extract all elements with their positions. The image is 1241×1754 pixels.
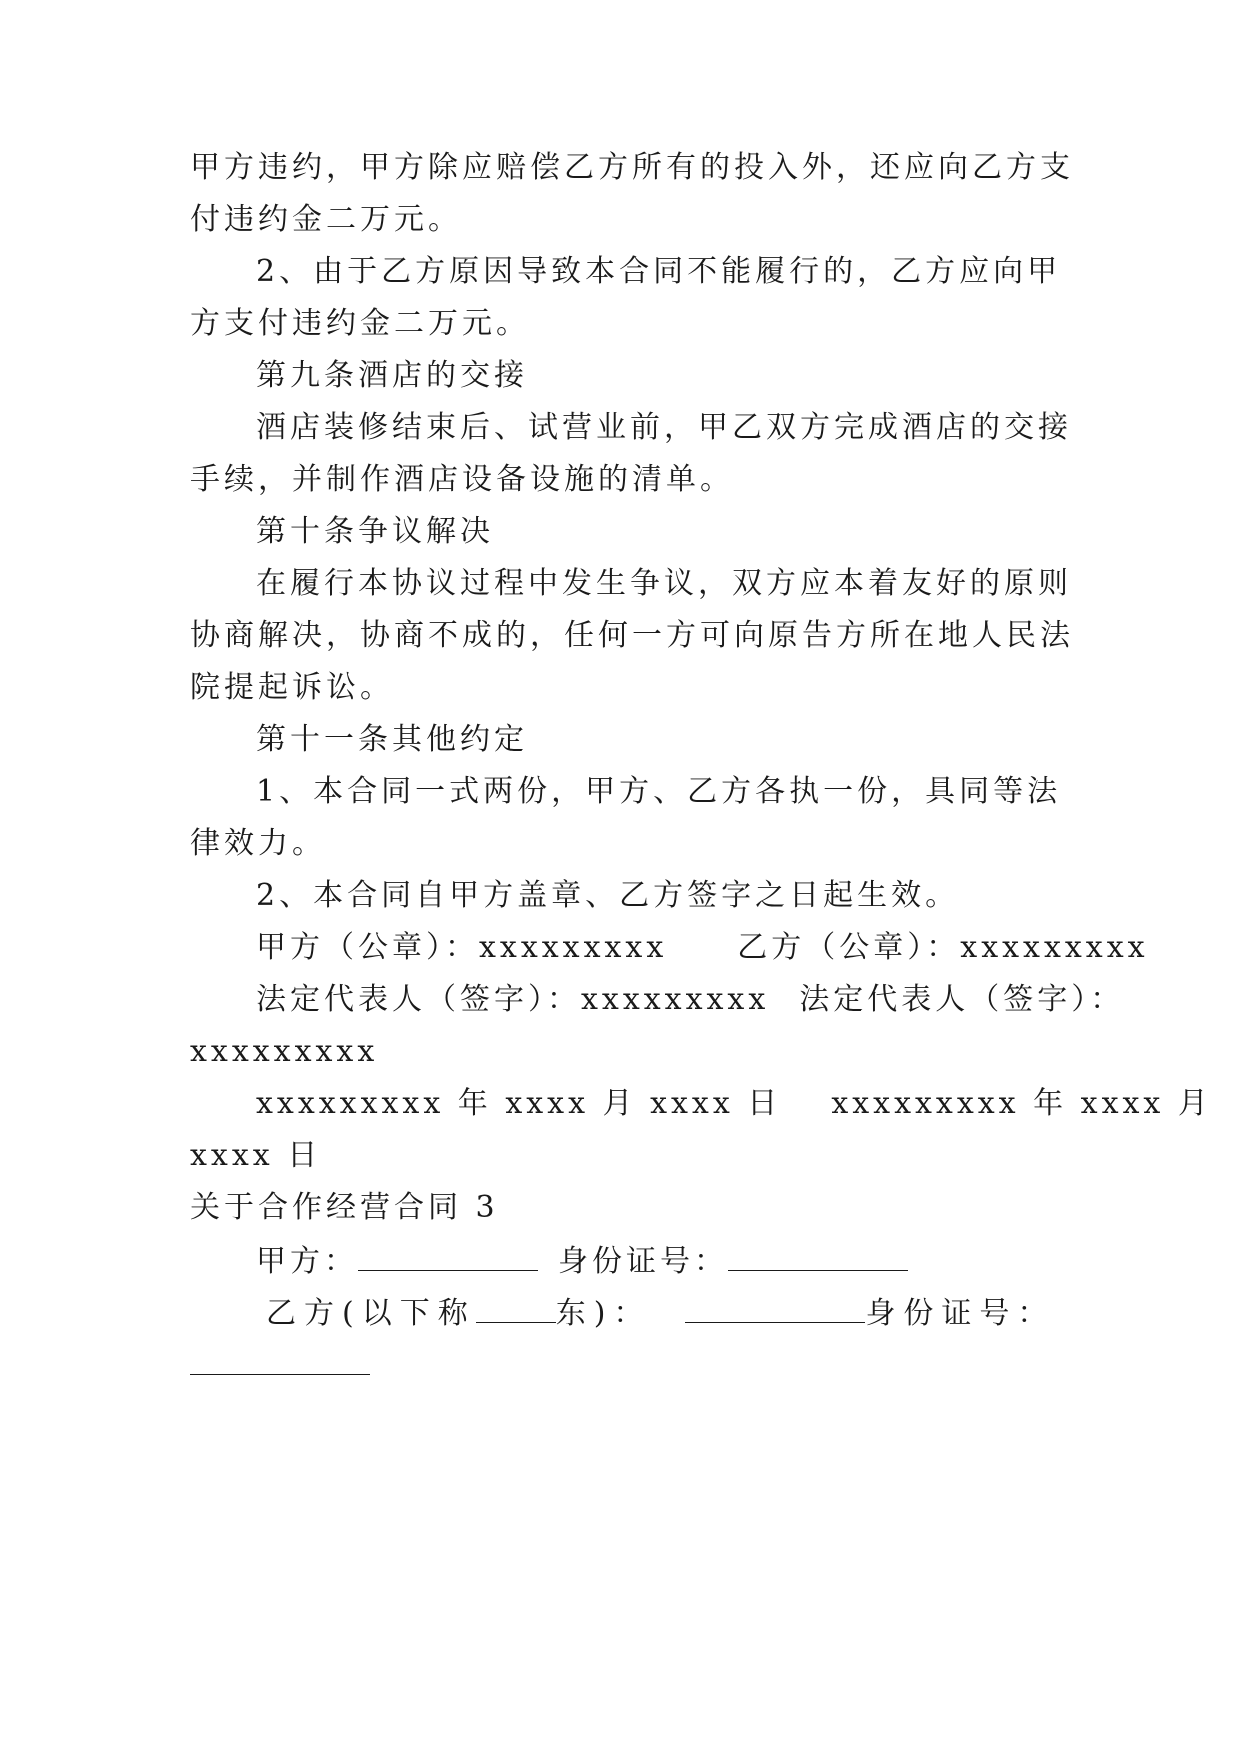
id-number-label-2: 身份证号：	[865, 1296, 1056, 1331]
paragraph-line: 协商解决，协商不成的，任何一方可向原告方所在地人民法	[190, 618, 1074, 653]
paragraph-line: 手续，并制作酒店设备设施的清单。	[190, 462, 734, 497]
party-b-date: xxxxxxxxx 年 xxxx 月	[831, 1086, 1212, 1121]
party-a-name-blank	[358, 1240, 538, 1271]
party-a-label: 甲方：	[256, 1244, 358, 1279]
party-b-seal: 乙方（公章）：xxxxxxxxx	[737, 930, 1149, 965]
paragraph-line: 律效力。	[190, 826, 326, 861]
paragraph-line: 院提起诉讼。	[190, 670, 394, 705]
paragraph-line: 甲方违约，甲方除应赔偿乙方所有的投入外，还应向乙方支	[190, 150, 1074, 185]
party-b-prefix: 乙方(以下称	[266, 1296, 476, 1331]
paragraph-line: 方支付违约金二万元。	[190, 306, 530, 341]
section-title: 关于合作经营合同 3	[190, 1190, 499, 1225]
date-continuation: xxxx 日	[190, 1138, 322, 1173]
paragraph-line: 2、由于乙方原因导致本合同不能履行的，乙方应向甲	[256, 254, 1062, 289]
seal-line	[256, 928, 1149, 968]
id-number-blank	[728, 1240, 908, 1271]
party-b-representative: 法定代表人（签字）：	[799, 982, 1125, 1017]
date-line	[256, 1084, 1212, 1124]
party-b-short-blank	[476, 1292, 556, 1323]
party-b-name-blank	[685, 1292, 865, 1323]
clause-heading: 第十条争议解决	[256, 514, 494, 549]
clause-heading: 第十一条其他约定	[256, 722, 528, 757]
id-number-label: 身份证号：	[558, 1244, 728, 1279]
party-b-line	[256, 1292, 1136, 1334]
paragraph-line: 1、本合同一式两份，甲方、乙方各执一份，具同等法	[256, 774, 1062, 809]
clause-heading: 第九条酒店的交接	[256, 358, 528, 393]
party-a-seal: 甲方（公章）：xxxxxxxxx	[256, 930, 668, 965]
party-b-id-continuation	[190, 1344, 1070, 1386]
representative-continuation: xxxxxxxxx	[190, 1034, 379, 1069]
paragraph-line: 付违约金二万元。	[190, 202, 462, 237]
paragraph-line: 酒店装修结束后、试营业前，甲乙双方完成酒店的交接	[256, 410, 1072, 445]
party-a-representative: 法定代表人（签字）：xxxxxxxxx	[256, 982, 770, 1017]
representative-line	[256, 980, 1136, 1020]
party-b-suffix: 东)：	[555, 1296, 652, 1331]
party-b-id-blank	[190, 1344, 370, 1375]
paragraph-line: 2、本合同自甲方盖章、乙方签字之日起生效。	[256, 878, 960, 913]
party-a-line	[256, 1240, 1136, 1282]
party-a-date: xxxxxxxxx 年 xxxx 月 xxxx 日	[256, 1086, 782, 1121]
paragraph-line: 在履行本协议过程中发生争议，双方应本着友好的原则	[256, 566, 1072, 601]
